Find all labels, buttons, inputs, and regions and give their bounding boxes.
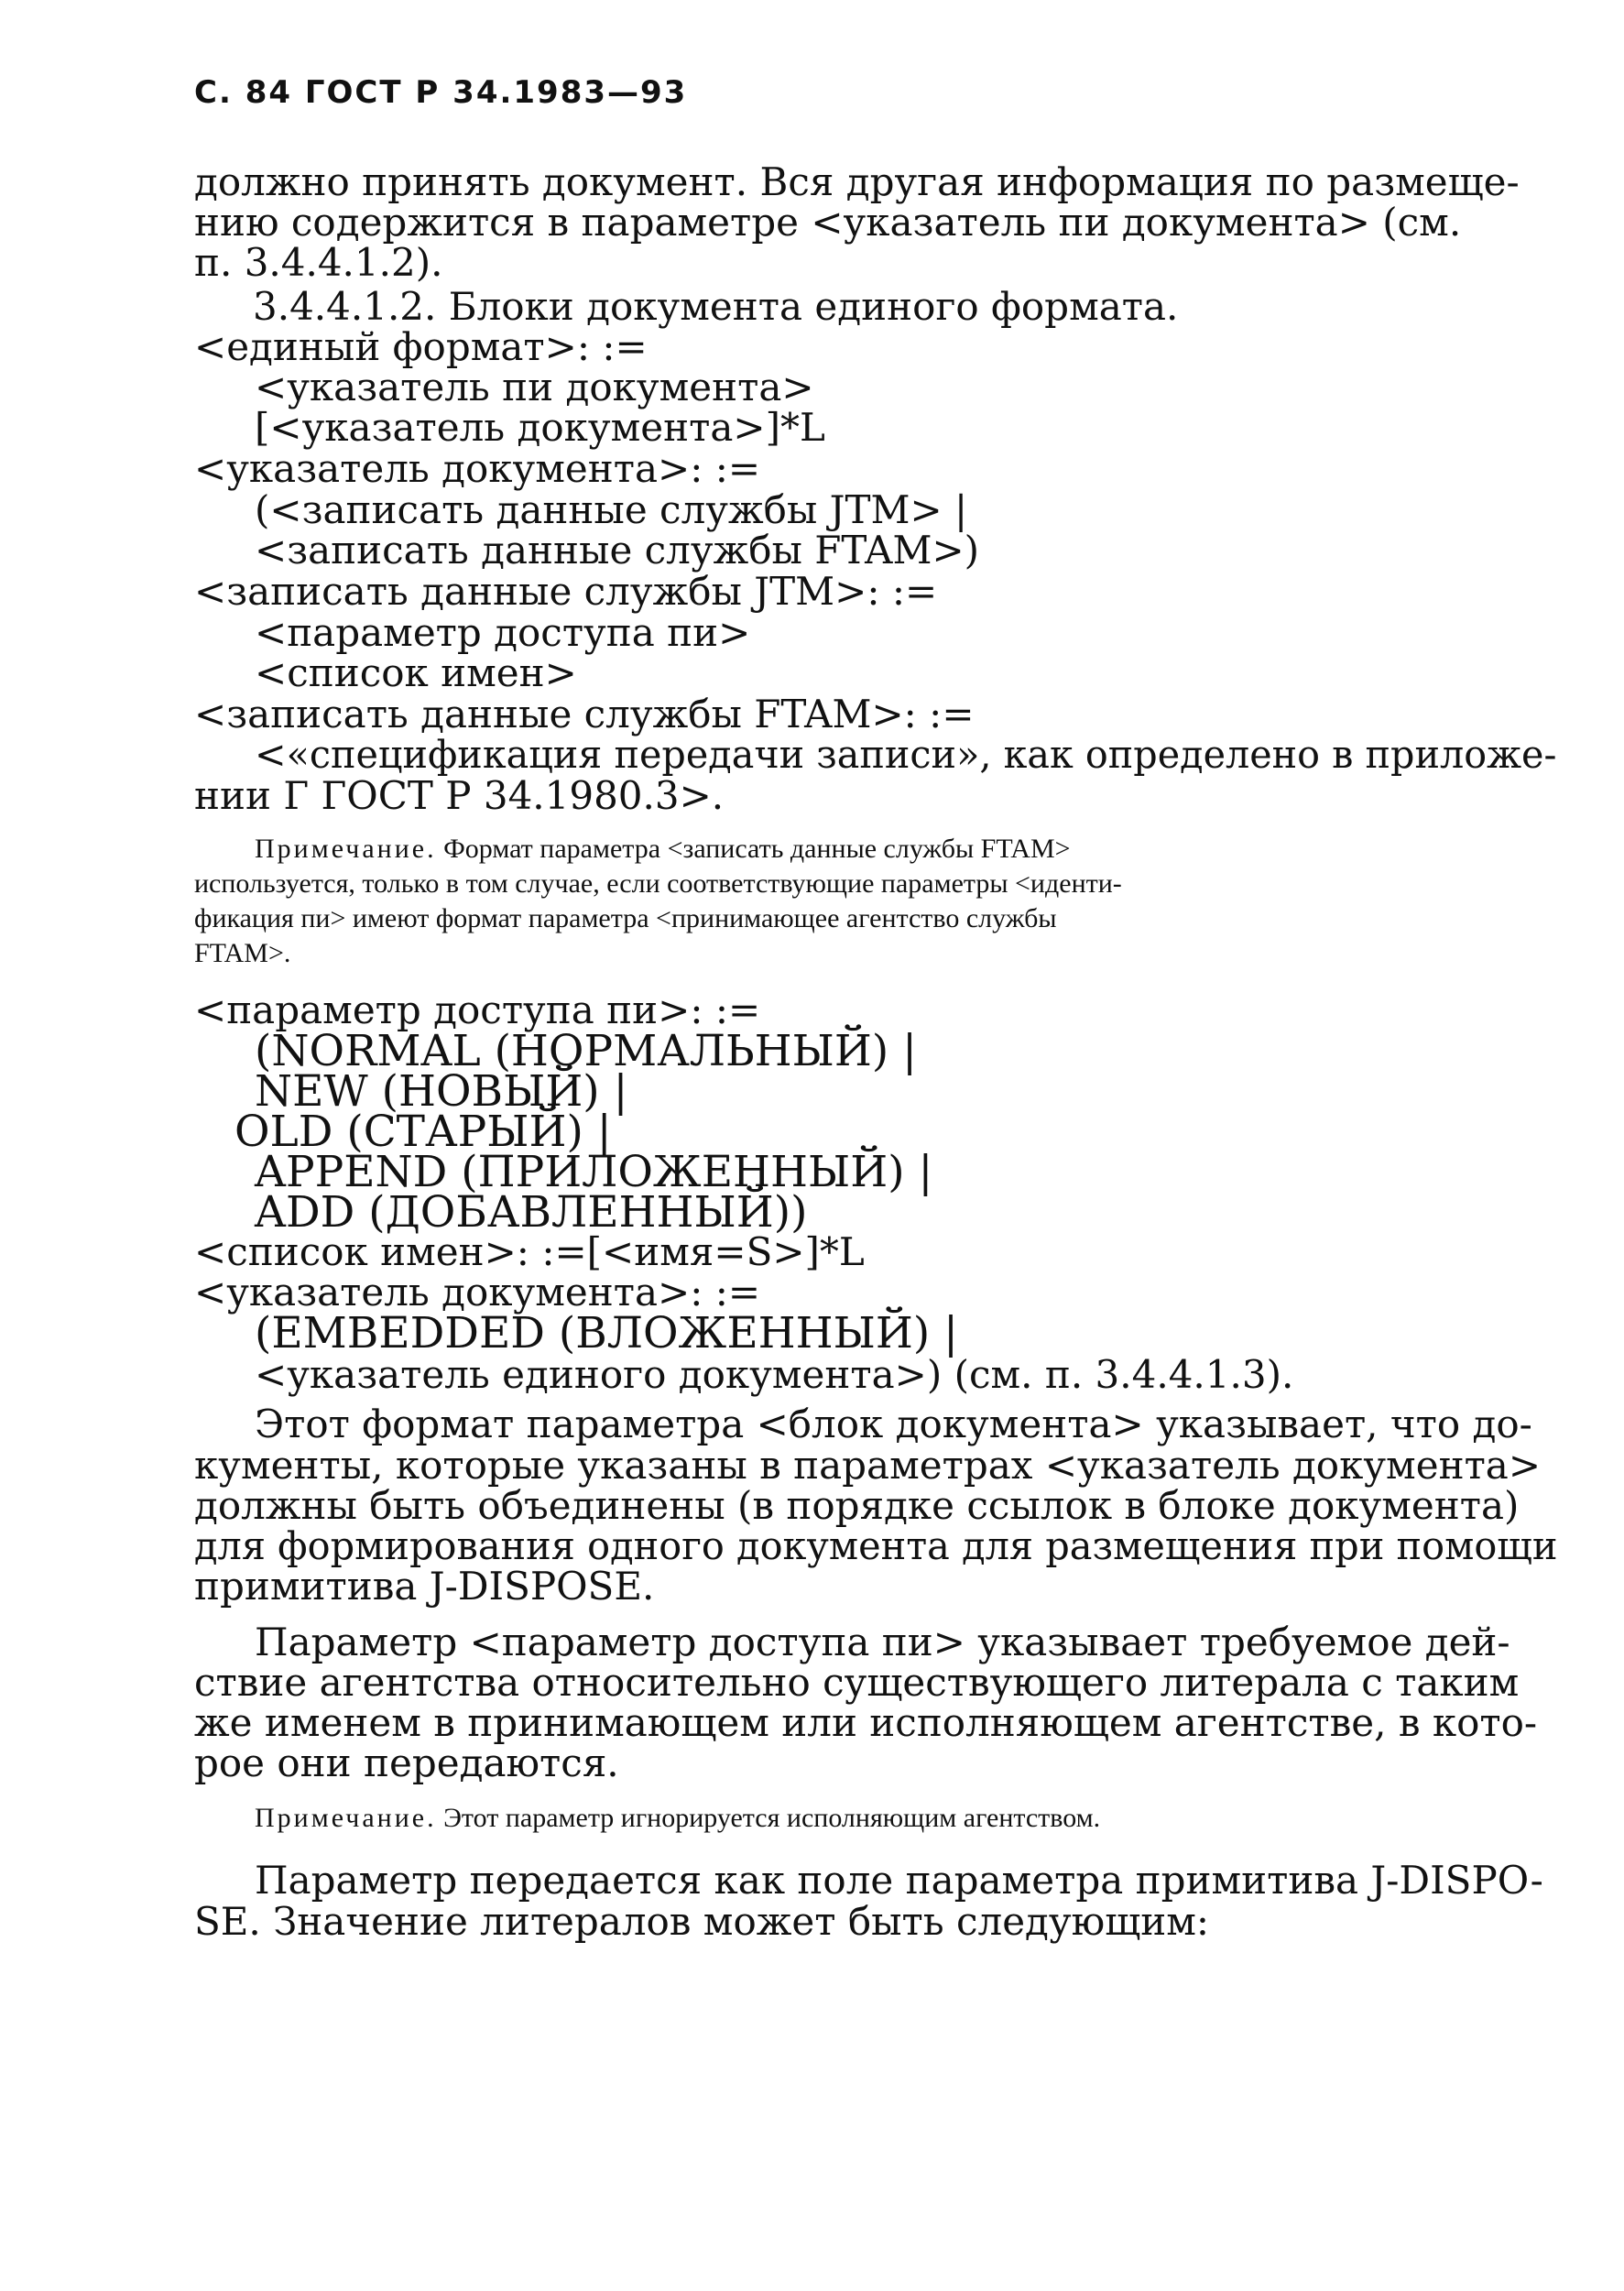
grammar1-line-7: <записать данные службы JTM>: :=: [194, 569, 938, 614]
note1-label: Примечание.: [255, 834, 437, 864]
body2-line-3: должны быть объединены (в порядке ссылок в блоке документа): [194, 1483, 1520, 1528]
note1-line-2: используется, только в том случае, если соответствующие параметры <иденти-: [194, 868, 1122, 899]
grammar1-line-10: <записать данные службы FTAM>: :=: [194, 692, 975, 736]
running-head: С. 84 ГОСТ Р 34.1983—93: [194, 74, 688, 111]
grammar1-line-12: нии Г ГОСТ Р 34.1980.3>.: [194, 773, 725, 818]
grammar2-line-8: <указатель документа>: :=: [194, 1270, 761, 1315]
note2-line: [255, 1805, 1100, 1832]
intro-line-1: должно принять документ. Вся другая информация по размеще-: [194, 159, 1520, 204]
grammar2-line-7: <список имен>: :=[<имя=S>]*L: [194, 1229, 865, 1274]
note1-line-4: FTAM>.: [194, 938, 291, 968]
grammar2-line-3: NEW (НОВЫЙ) |: [255, 1066, 628, 1117]
grammar1-line-1: <единый формат>: :=: [194, 324, 648, 369]
body2-line-4: для формирования одного документа для размещения при помощи: [194, 1523, 1558, 1568]
body3-line-1: Параметр <параметр доступа пи> указывает требуемое дей-: [255, 1620, 1510, 1664]
body2-line-5: примитива J-DISPOSE.: [194, 1564, 655, 1609]
grammar2-line-6: ADD (ДОБАВЛЕННЫЙ)): [255, 1187, 808, 1238]
grammar1-line-5: (<записать данные службы JTM> |: [255, 487, 968, 532]
body4-line-1: Параметр передается как поле параметра примитива J-DISPO-: [255, 1858, 1543, 1903]
body3-line-4: рое они передаются.: [194, 1740, 619, 1785]
note1-line-3: фикация пи> имеют формат параметра <принимающее агентство службы: [194, 903, 1057, 933]
grammar1-line-9: <список имен>: [255, 650, 577, 695]
body3-line-3: же именем в принимающем или исполняющем агентстве, в кото-: [194, 1700, 1538, 1745]
intro-line-3: п. 3.4.4.1.2).: [194, 240, 443, 285]
note1-line-1: [255, 835, 1071, 863]
grammar1-line-8: <параметр доступа пи>: [255, 610, 751, 655]
grammar2-line-5: APPEND (ПРИЛОЖЕННЫЙ) |: [255, 1147, 933, 1197]
grammar2-line-10: <указатель единого документа>) (см. п. 3.4.4.1.3).: [255, 1352, 1294, 1397]
grammar2-line-4: OLD (СТАРЫЙ) |: [234, 1107, 612, 1157]
grammar2-line-2: (NORMAL (НОРМАЛЬНЫЙ) |: [255, 1026, 918, 1076]
grammar1-line-3: [<указатель документа>]*L: [255, 405, 825, 450]
grammar2-line-1: <параметр доступа пи>: :=: [194, 987, 761, 1032]
grammar1-line-11: <«спецификация передачи записи», как определено в приложе-: [255, 732, 1557, 777]
grammar1-line-6: <записать данные службы FTAM>): [255, 528, 980, 573]
body2-line-1: Этот формат параметра <блок документа> указывает, что до-: [255, 1402, 1532, 1446]
body3-line-2: ствие агентства относительно существующего литерала с таким: [194, 1660, 1520, 1705]
grammar1-line-2: <указатель пи документа>: [255, 365, 814, 409]
section-heading: 3.4.4.1.2. Блоки документа единого формата.: [253, 284, 1179, 329]
intro-line-2: нию содержится в параметре <указатель пи документа> (см.: [194, 200, 1462, 245]
grammar2-line-9: (EMBEDDED (ВЛОЖЕННЫЙ) |: [255, 1308, 958, 1358]
body4-line-2: SE. Значение литералов может быть следующим:: [194, 1899, 1210, 1944]
note2-text: Этот параметр игнорируется исполняющим агентством.: [443, 1803, 1101, 1833]
body2-line-2: кументы, которые указаны в параметрах <указатель документа>: [194, 1443, 1542, 1488]
note2-label: Примечание.: [255, 1803, 437, 1833]
grammar1-line-4: <указатель документа>: :=: [194, 446, 761, 491]
note1-line1-text: Формат параметра <записать данные службы FTAM>: [443, 834, 1071, 864]
